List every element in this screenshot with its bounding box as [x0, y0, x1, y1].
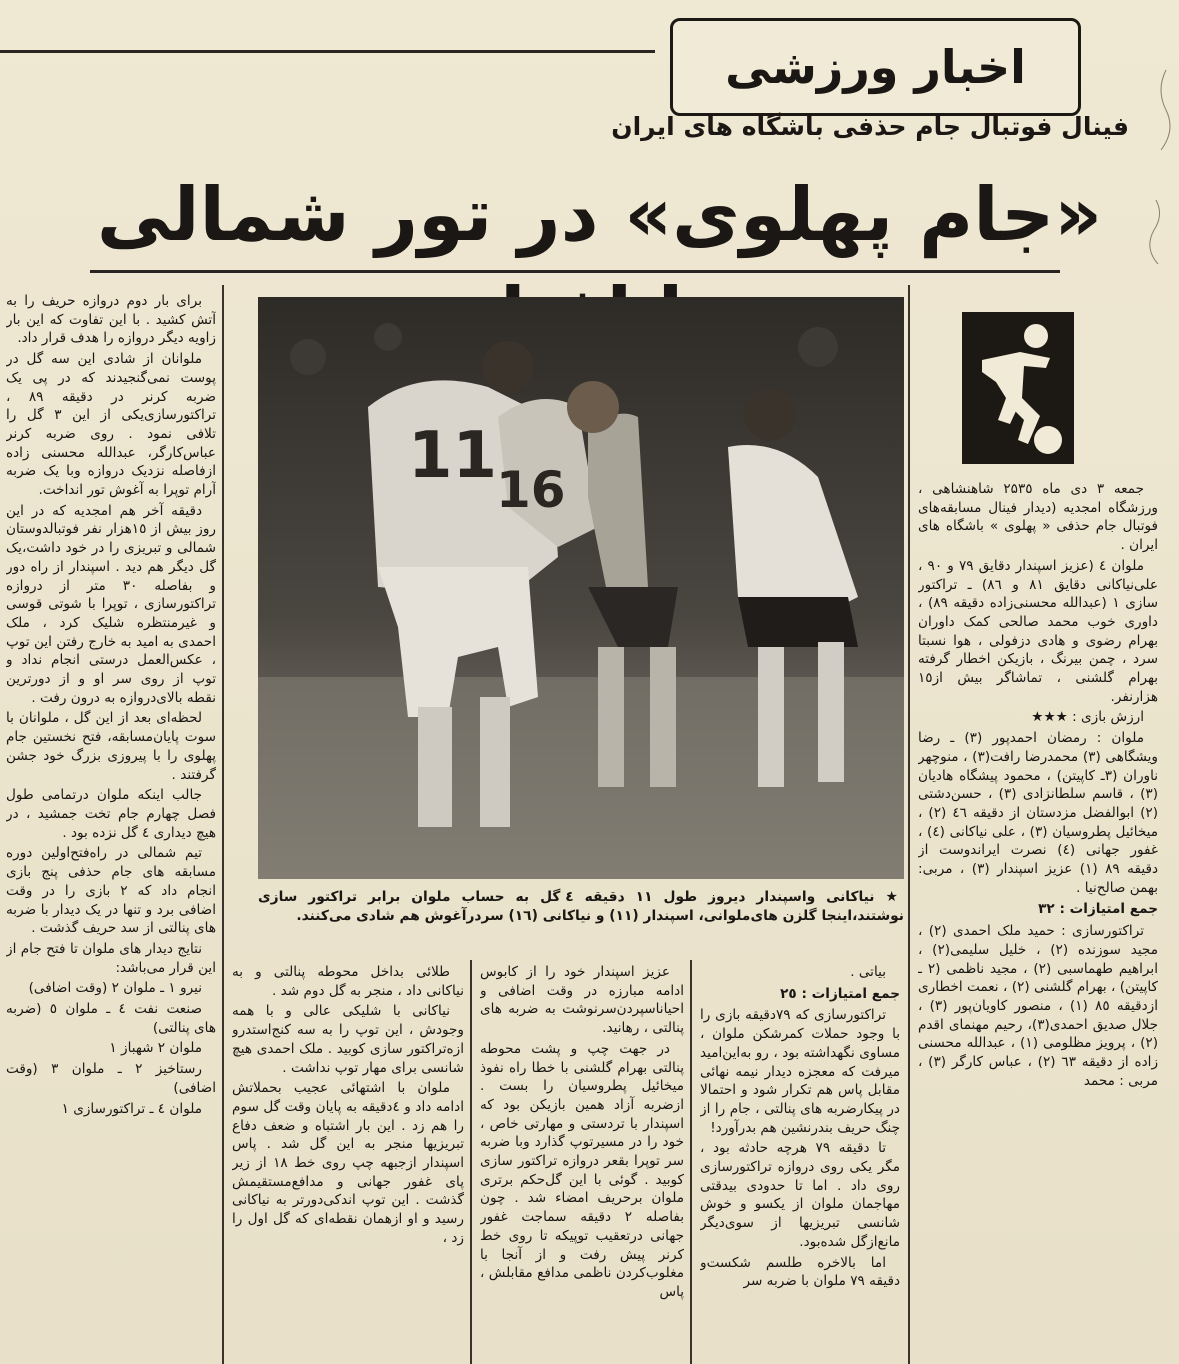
main-headline: «جام پهلوی» در تور شمالی	[96, 172, 1103, 258]
jersey-number: 11	[408, 419, 498, 493]
match-info-column	[918, 480, 1158, 1364]
result-line: ملوان ۲ شهباز ۱	[109, 1040, 202, 1057]
article-paragraph: طلائی بداخل محوطه پنالتی و به نیاکانی داد ، منجر به گل دوم شد .	[232, 964, 464, 999]
article-paragraph: جالب اینکه ملوان درتمامی طول فصل چهارم جام تخت جمشید ، در هیچ دیداری ٤ گل نزده بود .	[6, 787, 216, 841]
column-divider	[222, 285, 224, 1364]
article-paragraph: ملوانان از شادی این سه گل در پوست نمی‌گنجیدند که در پی یک ضربه کرنر در دقیقه ۸۹ ، تراکتورسازی‌یکی از این ۳ گل را تلافی نمود . روی ضربه کرنر عباس‌کارگر، عبدالله محسنی زاده ازفاصله نزدیک دروازه وبا یک ضربه آرام توپرا به آغوش تور انداخت.	[6, 351, 216, 499]
article-paragraph: در جهت چپ و پشت محوطه پنالتی بهرام گلشنی با خطا راه نفوذ میخائیل پطروسیان را بست . ازضربه آزاد همین بازیکن بود که اسپندار با تردستی و مهارتی خاص ، خود را در مسیرتوپ گذارد وبا ضربه سر توپرا بقعر دروازه تراکتور سازی کوبید . گوئی با این گل‌حکم برتری ملوان برحریف امضاء شد . چون بفاصله ۲ دقیقه سماجت غفور جهانی درتعقیب توپیکه تا روی خط کرنر پیش رفت و از آنجا با مغلوب‌کردن ناظمی مدافع مقابلش ، پاس	[480, 1040, 684, 1300]
column-divider	[470, 960, 472, 1364]
article-paragraph: نتایج دیدار های ملوان تا فتح جام از این قرار می‌باشد:	[6, 940, 216, 976]
article-paragraph: نیاکانی با شلیکی عالی و با همه وجودش ، این توپ را به سه کنج‌استدرو ازه‌تراکتور سازی کوبید . ملک احمدی هیچ شانسی برای مهار توپ نداشت .	[232, 1003, 464, 1076]
article-column-bottom-1	[700, 963, 900, 1364]
headline-kicker: فینال فوتبال جام حذفی باشگاه های ایران	[611, 112, 1129, 141]
article-paragraph: لحظه‌ای بعد از این گل ، ملوانان با سوت پایان‌مسابقه، فتح نخستین جام پهلوی را با پیروزی بزرگ خود جشن گرفتند .	[6, 710, 216, 783]
photo-caption: ★ نیاکانی واسپندار دیروز طول ۱۱ دقیقه ٤ گل به حساب ملوان برابر تراکتور سازی نوشتند،اینجا گلزن های‌ملوانی، اسپندار (۱۱) و نیاکانی (۱٦) سردرآغوش هم شادی می‌کنند.	[258, 889, 905, 924]
result-line: ملوان ٤ ـ تراکتورسازی ۱	[61, 1100, 202, 1117]
result-line: صنعت نفت ٤ ـ ملوان ٥ (ضربه های پنالتی)	[6, 1001, 216, 1036]
soccer-player-icon	[962, 312, 1074, 464]
article-paragraph: برای بار دوم دروازه حریف را به آتش کشید . با این تفاوت که این بار زاویه دیگر دروازه را هدف قرار داد.	[6, 293, 216, 347]
jersey-number: 16	[496, 461, 566, 519]
article-paragraph: اما بالاخره طلسم شکست‌و دقیقه ۷۹ ملوان با ضربه سر	[700, 1254, 900, 1290]
headline-rule	[90, 270, 1060, 273]
score-label: جمع امتیازات : ۳۲	[1038, 901, 1158, 918]
column-divider	[908, 285, 910, 1364]
article-column-left	[6, 292, 216, 1364]
section-title: اخبار ورزشی	[725, 40, 1026, 94]
info-paragraph: جمعه ۳ دی ماه ۲۵۳٥ شاهنشاهی ، ورزشگاه امجدیه (دیدار فینال مسابقه‌های فوتبال جام حذفی « پهلوی » باشگاه های ایران .	[918, 481, 1158, 554]
result-line: نیرو ۱ ـ ملوان ۲ (وقت اضافی)	[28, 980, 202, 997]
news-photo	[258, 297, 904, 879]
column-divider	[690, 960, 692, 1364]
article-column-bottom-2	[480, 963, 684, 1364]
info-paragraph: ملوان : رمضان احمدپور (۳) ـ رضا ویشگاهی (۳) محمدرضا رافت(۳) ، منوچهر ناوران (۳ـ کاپیتن) ، محمود پیشگاه هادیان (۳) ، قاسم سلطانزادی (۳) ، حسن‌دشتی (۲) ابوالفضل مزدستان از دقیقه ٤٦ (۲) ، میخائیل پطروسیان (۳) ، علی نیاکانی (٤) ، غفور جهانی (٤) نصرت ایراندوست از دقیقه ۸۹ (۱) عزیز اسپندار (۳) ، مربی: بهمن صالح‌نیا .	[918, 730, 1158, 896]
article-paragraph: عزیز اسپندار خود را از کابوس ادامه مبارزه در وقت اضافی و احیاناسپردن‌سرنوشت به ضربه های پنالتی ، رهانید.	[480, 964, 684, 1037]
top-rule	[0, 50, 655, 53]
article-paragraph: تراکتورسازی که ۷۹دقیقه بازی را با وجود حملات کمرشکن ملوان ، مساوی نگهداشته بود ، رو به‌این‌امید میرفت که معجزه دیدار نیمه نهائی مقابل پاس هم تکرار شود و احتمالا در پیکارضربه های پنالتی ، جام را از چنگ حریف بندرنشین هم بدرآورد!	[700, 1007, 900, 1136]
result-line: رستاخیز ۲ ـ ملوان ۳ (وقت اضافی)	[6, 1061, 216, 1096]
article-paragraph: دقیقه آخر هم امجدیه که در این روز بیش از ۱٥هزار نفر فوتبالدوستان شمالی و تبریزی را در خود داشت،یک گل دیگر هم دید . اسپندار از راه دور و بفاصله ۳۰ متر از دروازه تراکتورسازی ، توپرا با شوتی قوسی و غیرمنتظره شلیک کرد ، ملک احمدی به امید به خارج رفتن این توپ ، عکس‌العمل درستی انجام نداد و توپ از روی سر او و از دورترین نقطه بالای‌دروازه به درون رفت .	[6, 502, 216, 706]
info-paragraph: تراکتورسازی : حمید ملک احمدی (۲) ، مجید سوزنده (۲) ، خلیل سلیمی(۲) ، ابراهیم طهماسبی (۲) ، مجید ناظمی (۲ ـ کاپیتن) ، بهرام گلشنی (۲) ، نعمت اخطاری ازدقیقه ۸٥ (۱) ، منصور کاویان‌پور (۳) ، جلال صدیق احمدی(۳)، رحیم مهنمای اقدم (۲) ، پرویز مظلومی (۱) ، عبدالله محسنی زاده از دقیقه ٦۳ (۲) ، عباس کارگر (۳) ، مربی : محمد	[918, 923, 1158, 1089]
info-paragraph: ملوان ٤ (عزیز اسپندار دقایق ۷۹ و ۹۰ ، علی‌نیاکانی دقایق ۸۱ و ۸٦) ـ تراکتور سازی ۱ (عبدالله محسنی‌زاده دقیقه ۸۹) ، داوری خوب محمد صالحی کمک داوران بهرام رضوی و هادی دزفولی ، هوا نسبتا سرد ، چمن بیرنگ ، بازیکن اخطار گرفته بهرام گلشنی ، تماشاگر بیش از۱٥ هزارنفر.	[918, 557, 1158, 705]
article-paragraph: بیاتی .	[850, 964, 886, 980]
score-label: جمع امتیازات : ۲٥	[780, 985, 900, 1002]
article-paragraph: تا دقیقه ۷۹ هرچه حادثه بود ، مگر یکی روی دروازه تراکتورسازی روی داد . اما تا حدودی بیدقتی مهاجمان ملوان از یکسو و خوش شانسی تبریزیها از سوی‌دیگر مانع‌ازگل شده‌بود.	[700, 1140, 900, 1250]
margin-scribbles	[1136, 60, 1176, 360]
section-title-box	[670, 18, 1081, 116]
article-paragraph: ملوان با اشتهائی عجیب بحملاتش ادامه داد و ٤دقیقه به پایان وقت گل سوم را هم زد . این بار اشتباه و ضعف دفاع تبریزیها منجر به این گل شد . پاس اسپندار ازجبهه چپ روی خط ۱۸ از زیر پای غفور جهانی و مدافع‌مستقیمش گذشت . این توپ اندکی‌دورتر به نیاکانی رسید و او ازهمان نقطه‌ای که گل اول را زد ،	[232, 1080, 464, 1246]
article-paragraph: تیم شمالی در راه‌فتح‌اولین دوره مسابقه های جام حذفی پنج بازی انجام داد که ۲ بازی را در وقت اضافی برد و تنها در یک دیدار با ضربه های پنالتی از سد حریف گذشت .	[6, 845, 216, 937]
info-paragraph: ارزش بازی : ★★★	[1031, 709, 1144, 726]
article-column-bottom-3	[232, 963, 464, 1364]
